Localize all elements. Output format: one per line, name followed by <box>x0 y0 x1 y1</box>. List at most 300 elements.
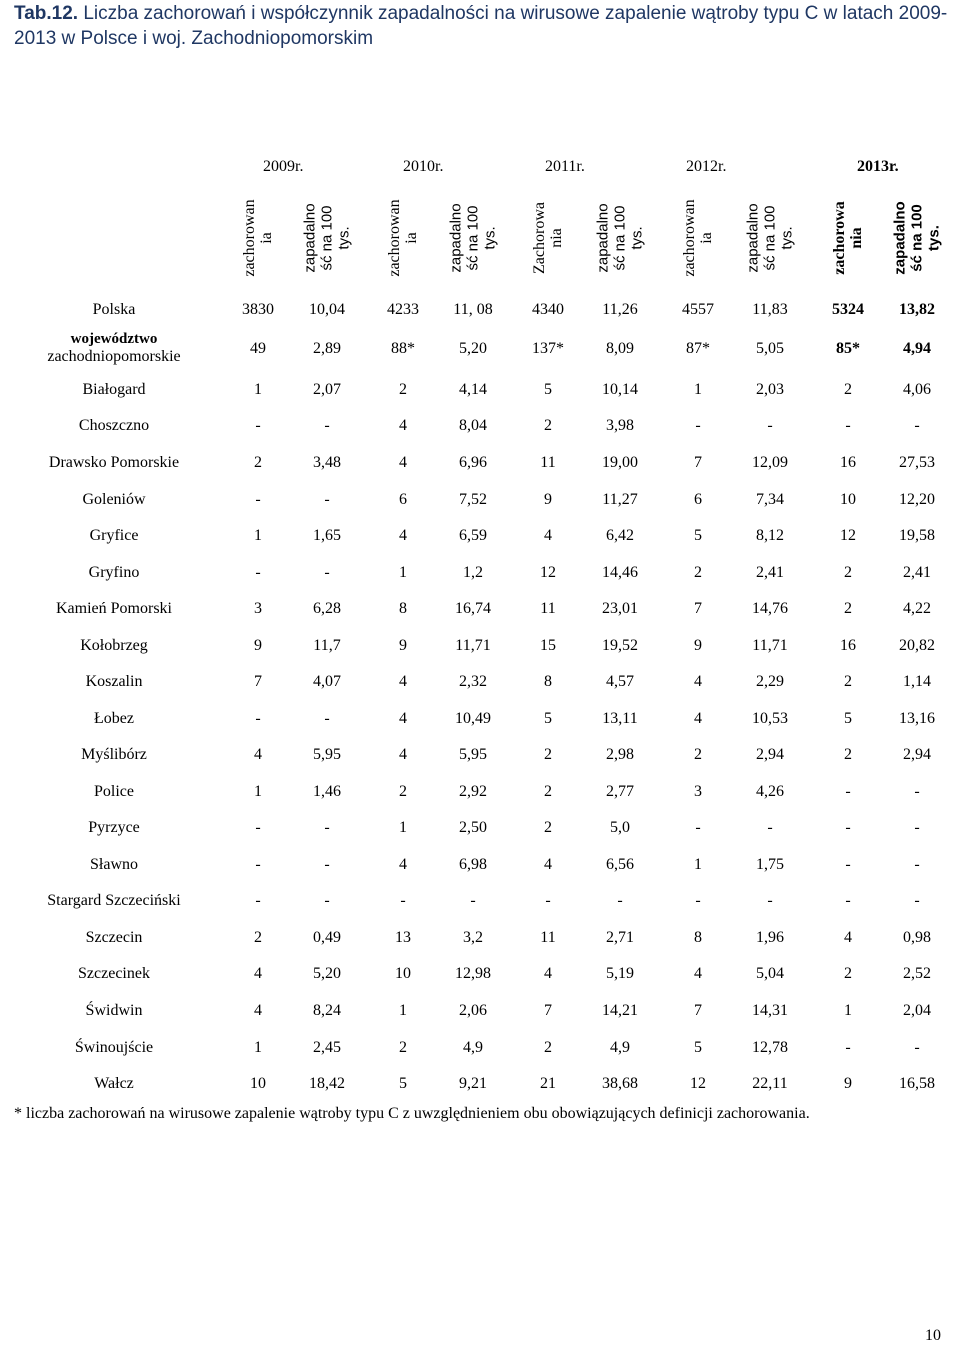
table-cell: 2 <box>544 783 552 800</box>
table-cell: 12,09 <box>752 454 788 471</box>
table-cell: - <box>845 783 851 800</box>
table-cell: 4,14 <box>459 381 487 398</box>
table-cell: 12,20 <box>899 491 935 508</box>
table-cell: 2,89 <box>313 340 341 357</box>
table-cell: 2 <box>544 746 552 763</box>
table-cell: 5,95 <box>313 746 341 763</box>
year-header-row <box>0 158 960 182</box>
table-cell: 11,71 <box>455 637 491 654</box>
table-cell: - <box>470 892 476 909</box>
table-cell: 8,09 <box>606 340 634 357</box>
year-2009: 2009r. <box>263 158 304 175</box>
table-row <box>0 956 960 992</box>
table-cell: 2,77 <box>606 783 634 800</box>
table-row <box>0 329 960 369</box>
row-name <box>0 1066 228 1102</box>
table-number: Tab.12. <box>14 3 84 24</box>
table-cell: - <box>914 1039 920 1056</box>
table-cell: 23,01 <box>602 600 638 617</box>
table-cell: 2 <box>844 600 852 617</box>
table-cell: 1 <box>254 783 262 800</box>
row-name-label: Szczecin <box>85 929 143 946</box>
table-cell: 3 <box>694 783 702 800</box>
table-cell: 2,07 <box>313 381 341 398</box>
table-cell: 2 <box>399 381 407 398</box>
table-cell: 11 <box>540 600 556 617</box>
row-name-label: Myślibórz <box>81 746 147 763</box>
table-cell: 12 <box>540 564 556 581</box>
column-header <box>813 188 883 288</box>
table-cell: 1 <box>694 381 702 398</box>
table-cell: 6,98 <box>459 856 487 873</box>
table-cell: - <box>914 417 920 434</box>
table-cell: 5,20 <box>459 340 487 357</box>
table-cell: - <box>324 710 330 727</box>
column-header <box>585 188 655 288</box>
table-cell: - <box>255 491 261 508</box>
table-cell: 4 <box>544 965 552 982</box>
table-cell: 12 <box>840 527 856 544</box>
table-cell: 7 <box>544 1002 552 1019</box>
table-cell: 14,31 <box>752 1002 788 1019</box>
row-name <box>0 956 228 992</box>
table-cell: 2,94 <box>756 746 784 763</box>
table-cell: 13 <box>395 929 411 946</box>
table-cell: - <box>845 1039 851 1056</box>
table-cell: 4,22 <box>903 600 931 617</box>
page-number: 10 <box>925 1327 941 1344</box>
table-cell: 11,27 <box>602 491 638 508</box>
table-cell: 2,41 <box>756 564 784 581</box>
row-name <box>0 664 228 700</box>
table-cell: - <box>845 856 851 873</box>
table-cell: 27,53 <box>899 454 935 471</box>
column-header <box>223 188 293 288</box>
table-cell: 14,46 <box>602 564 638 581</box>
row-name <box>0 482 228 518</box>
table-cell: 8 <box>399 600 407 617</box>
table-cell: 2 <box>844 564 852 581</box>
table-cell: 2 <box>844 965 852 982</box>
row-name-label: Białogard <box>82 381 146 398</box>
table-cell: 3 <box>254 600 262 617</box>
table-cell: 4,94 <box>903 340 931 357</box>
table-cell: 22,11 <box>752 1075 788 1092</box>
table-cell: - <box>767 417 773 434</box>
table-cell: 2 <box>399 1039 407 1056</box>
row-name-label: Świnoujście <box>74 1039 154 1056</box>
table-row <box>0 1030 960 1066</box>
table-cell: 11,7 <box>313 637 341 654</box>
row-name-label: Kołobrzeg <box>80 637 148 654</box>
footnote: * liczba zachorowań na wirusowe zapalenie wątroby typu C z uwzględnieniem obu obowiązujących definicji zachorowania. <box>14 1105 810 1122</box>
column-header <box>882 188 952 288</box>
table-row <box>0 482 960 518</box>
table-cell: 5 <box>544 710 552 727</box>
column-header-label: zapadalno ść na 100 tys. <box>891 201 943 275</box>
row-name <box>0 329 228 369</box>
table-cell: 4,06 <box>903 381 931 398</box>
table-title-text: Liczba zachorowań i współczynnik zapadalności na wirusowe zapalenie wątroby typu C w latach 2009-2013 w Polsce i woj. Zachodniopomorskim <box>14 3 948 49</box>
table-cell: 13,82 <box>899 301 935 318</box>
table-cell: 2 <box>544 819 552 836</box>
table-cell: 4 <box>399 454 407 471</box>
table-cell: 2 <box>254 454 262 471</box>
table-cell: 4 <box>254 746 262 763</box>
row-name-label: Łobez <box>94 710 134 727</box>
table-row <box>0 518 960 554</box>
table-cell: 4 <box>694 710 702 727</box>
table-row <box>0 774 960 810</box>
row-name <box>0 774 228 810</box>
row-name <box>0 847 228 883</box>
year-2011: 2011r. <box>545 158 585 175</box>
row-name-label: Świdwin <box>85 1002 143 1019</box>
row-name <box>0 993 228 1029</box>
table-cell: - <box>324 417 330 434</box>
table-cell: - <box>255 819 261 836</box>
table-cell: 38,68 <box>602 1075 638 1092</box>
table-cell: 5 <box>694 527 702 544</box>
row-name-label: Gryfice <box>89 527 139 544</box>
table-cell: 7 <box>694 1002 702 1019</box>
row-name <box>0 518 228 554</box>
column-header-label: zapadalno ść na 100 tys. <box>744 203 796 273</box>
table-cell: 137* <box>532 340 564 357</box>
table-cell: 5,95 <box>459 746 487 763</box>
table-cell: 0,98 <box>903 929 931 946</box>
table-row <box>0 591 960 627</box>
table-cell: 2 <box>844 746 852 763</box>
column-header-label: zapadalno ść na 100 tys. <box>447 203 499 273</box>
column-header-label: Zachorowa nia <box>531 202 565 274</box>
row-name <box>0 810 228 846</box>
table-cell: 10,04 <box>309 301 345 318</box>
table-cell: 5 <box>544 381 552 398</box>
table-cell: 1 <box>399 564 407 581</box>
table-cell: - <box>324 892 330 909</box>
table-cell: 1 <box>254 527 262 544</box>
table-cell: 10,14 <box>602 381 638 398</box>
row-name-label: Stargard Szczeciński <box>47 892 181 909</box>
table-cell: 2 <box>844 673 852 690</box>
table-cell: 4 <box>399 673 407 690</box>
table-row <box>0 847 960 883</box>
table-row <box>0 664 960 700</box>
table-cell: - <box>914 783 920 800</box>
row-name <box>0 701 228 737</box>
table-cell: 15 <box>540 637 556 654</box>
table-cell: 4 <box>399 527 407 544</box>
table-cell: 5,05 <box>756 340 784 357</box>
table-cell: 9 <box>544 491 552 508</box>
table-cell: 8,24 <box>313 1002 341 1019</box>
year-2010: 2010r. <box>403 158 444 175</box>
row-name-label: Polska <box>92 301 136 318</box>
table-row <box>0 737 960 773</box>
column-header-label: zapadalno ść na 100 tys. <box>594 203 646 273</box>
table-cell: 2,52 <box>903 965 931 982</box>
table-cell: - <box>845 892 851 909</box>
table-row <box>0 408 960 444</box>
table-cell: 2,03 <box>756 381 784 398</box>
year-2013: 2013r. <box>857 158 899 175</box>
table-cell: 14,21 <box>602 1002 638 1019</box>
table-cell: 12,78 <box>752 1039 788 1056</box>
table-cell: - <box>324 564 330 581</box>
table-cell: 2 <box>544 1039 552 1056</box>
table-cell: - <box>767 819 773 836</box>
row-name-label: Choszczno <box>78 417 150 434</box>
table-cell: 7,34 <box>756 491 784 508</box>
table-cell: 6,56 <box>606 856 634 873</box>
table-cell: - <box>845 417 851 434</box>
table-cell: - <box>255 564 261 581</box>
row-name-line: zachodniopomorskie <box>47 348 181 366</box>
table-cell: 4233 <box>387 301 419 318</box>
column-header <box>438 188 508 288</box>
year-2012: 2012r. <box>686 158 727 175</box>
table-cell: 4 <box>254 1002 262 1019</box>
table-cell: 4 <box>844 929 852 946</box>
table-title <box>14 1 950 51</box>
table-cell: 2 <box>399 783 407 800</box>
table-cell: 4 <box>694 673 702 690</box>
table-cell: 5 <box>844 710 852 727</box>
table-row <box>0 445 960 481</box>
table-cell: 3,2 <box>463 929 483 946</box>
table-cell: 8 <box>694 929 702 946</box>
table-cell: - <box>914 856 920 873</box>
table-cell: 19,00 <box>602 454 638 471</box>
table-cell: 1 <box>254 1039 262 1056</box>
table-cell: 16,58 <box>899 1075 935 1092</box>
table-cell: - <box>914 892 920 909</box>
table-cell: 7,52 <box>459 491 487 508</box>
table-cell: 4340 <box>532 301 564 318</box>
table-cell: 4,9 <box>463 1039 483 1056</box>
table-cell: 2,04 <box>903 1002 931 1019</box>
table-cell: 1,65 <box>313 527 341 544</box>
table-cell: 5,0 <box>610 819 630 836</box>
row-name-line: województwo <box>70 330 158 347</box>
table-cell: 4 <box>399 417 407 434</box>
row-name <box>0 920 228 956</box>
table-cell: 4 <box>254 965 262 982</box>
table-cell: 1 <box>254 381 262 398</box>
table-cell: 2,45 <box>313 1039 341 1056</box>
table-cell: 11, 08 <box>453 301 493 318</box>
table-cell: 1,2 <box>463 564 483 581</box>
table-row <box>0 292 960 328</box>
table-cell: 2 <box>544 417 552 434</box>
table-cell: 49 <box>250 340 266 357</box>
table-cell: 11 <box>540 454 556 471</box>
row-name <box>0 408 228 444</box>
column-header-label: zapadalno ść na 100 tys. <box>301 203 353 273</box>
table-cell: 6 <box>399 491 407 508</box>
table-cell: 85* <box>836 340 860 357</box>
column-header <box>292 188 362 288</box>
table-cell: 4557 <box>682 301 714 318</box>
table-cell: 9,21 <box>459 1075 487 1092</box>
table-cell: 0,49 <box>313 929 341 946</box>
table-cell: - <box>617 892 623 909</box>
table-cell: 1 <box>694 856 702 873</box>
table-cell: 4,9 <box>610 1039 630 1056</box>
table-cell: 12 <box>690 1075 706 1092</box>
table-cell: 14,76 <box>752 600 788 617</box>
table-cell: - <box>255 856 261 873</box>
table-cell: - <box>324 491 330 508</box>
table-cell: 1,96 <box>756 929 784 946</box>
table-cell: 8,12 <box>756 527 784 544</box>
row-name-label: Pyrzyce <box>88 819 140 836</box>
table-cell: 7 <box>254 673 262 690</box>
table-cell: 6,28 <box>313 600 341 617</box>
table-cell: 3,48 <box>313 454 341 471</box>
table-row <box>0 810 960 846</box>
table-cell: 2,32 <box>459 673 487 690</box>
table-cell: 16,74 <box>455 600 491 617</box>
table-cell: 9 <box>399 637 407 654</box>
table-cell: - <box>255 417 261 434</box>
table-cell: 1,75 <box>756 856 784 873</box>
table-cell: - <box>845 819 851 836</box>
row-name <box>0 591 228 627</box>
table-cell: 9 <box>254 637 262 654</box>
table-cell: 11,71 <box>752 637 788 654</box>
table-row <box>0 920 960 956</box>
row-name-label: Drawsko Pomorskie <box>48 454 180 471</box>
row-name <box>0 445 228 481</box>
table-cell: 5,20 <box>313 965 341 982</box>
row-name <box>0 292 228 328</box>
table-cell: 6 <box>694 491 702 508</box>
row-name-label: Gryfino <box>88 564 140 581</box>
table-cell: 21 <box>540 1075 556 1092</box>
table-cell: 4 <box>544 527 552 544</box>
table-row <box>0 883 960 919</box>
table-cell: 10,49 <box>455 710 491 727</box>
row-name-label: Kamień Pomorski <box>56 600 172 617</box>
row-name <box>0 1030 228 1066</box>
table-cell: 19,52 <box>602 637 638 654</box>
table-cell: 2,50 <box>459 819 487 836</box>
table-cell: 4,26 <box>756 783 784 800</box>
table-cell: 7 <box>694 454 702 471</box>
table-cell: 7 <box>694 600 702 617</box>
table-cell: 4 <box>399 856 407 873</box>
table-cell: 1 <box>399 1002 407 1019</box>
table-cell: 3830 <box>242 301 274 318</box>
table-cell: 2 <box>254 929 262 946</box>
table-cell: 9 <box>844 1075 852 1092</box>
table-cell: 13,16 <box>899 710 935 727</box>
table-cell: - <box>695 417 701 434</box>
table-cell: 11,26 <box>602 301 638 318</box>
table-cell: 10,53 <box>752 710 788 727</box>
table-cell: 4 <box>399 746 407 763</box>
row-name <box>0 883 228 919</box>
table-row <box>0 1066 960 1102</box>
table-cell: 2,92 <box>459 783 487 800</box>
table-cell: 1,14 <box>903 673 931 690</box>
table-cell: - <box>545 892 551 909</box>
table-cell: 1 <box>399 819 407 836</box>
table-cell: 5324 <box>832 301 864 318</box>
column-header-label: zachorowan ia <box>681 199 715 277</box>
table-cell: 4 <box>544 856 552 873</box>
column-header-label: zachorowan ia <box>241 199 275 277</box>
table-cell: 2,41 <box>903 564 931 581</box>
table-cell: 87* <box>686 340 710 357</box>
table-cell: 13,11 <box>602 710 638 727</box>
table-cell: 4,57 <box>606 673 634 690</box>
table-cell: 19,58 <box>899 527 935 544</box>
table-cell: 10 <box>840 491 856 508</box>
table-cell: 10 <box>250 1075 266 1092</box>
table-cell: 2 <box>694 746 702 763</box>
column-header-label: zachorowan ia <box>386 199 420 277</box>
table-cell: 1 <box>844 1002 852 1019</box>
table-cell: - <box>255 710 261 727</box>
column-header <box>513 188 583 288</box>
table-cell: 2,29 <box>756 673 784 690</box>
table-cell: 2,06 <box>459 1002 487 1019</box>
table-cell: 1,46 <box>313 783 341 800</box>
column-header-label: zachorowa nia <box>831 201 865 275</box>
table-cell: 8,04 <box>459 417 487 434</box>
column-header <box>735 188 805 288</box>
row-name <box>0 737 228 773</box>
table-cell: 12,98 <box>455 965 491 982</box>
row-name-label: Police <box>94 783 134 800</box>
table-row <box>0 628 960 664</box>
table-row <box>0 372 960 408</box>
table-cell: 5 <box>399 1075 407 1092</box>
table-cell: 3,98 <box>606 417 634 434</box>
table-cell: 4,07 <box>313 673 341 690</box>
table-cell: 9 <box>694 637 702 654</box>
table-cell: 4 <box>399 710 407 727</box>
row-name <box>0 628 228 664</box>
table-cell: 8 <box>544 673 552 690</box>
row-name-label: Wałcz <box>94 1075 134 1092</box>
table-cell: 20,82 <box>899 637 935 654</box>
table-cell: 5 <box>694 1039 702 1056</box>
column-header <box>663 188 733 288</box>
table-cell: - <box>255 892 261 909</box>
table-row <box>0 993 960 1029</box>
table-cell: 6,96 <box>459 454 487 471</box>
table-cell: - <box>914 819 920 836</box>
table-cell: 2,94 <box>903 746 931 763</box>
table-cell: - <box>324 819 330 836</box>
table-cell: 11 <box>540 929 556 946</box>
table-cell: - <box>695 892 701 909</box>
table-cell: 5,04 <box>756 965 784 982</box>
row-name <box>0 372 228 408</box>
table-row <box>0 555 960 591</box>
table-cell: - <box>695 819 701 836</box>
table-cell: - <box>767 892 773 909</box>
table-cell: - <box>400 892 406 909</box>
table-cell: 2,71 <box>606 929 634 946</box>
table-cell: 16 <box>840 454 856 471</box>
column-header <box>368 188 438 288</box>
table-cell: 4 <box>694 965 702 982</box>
